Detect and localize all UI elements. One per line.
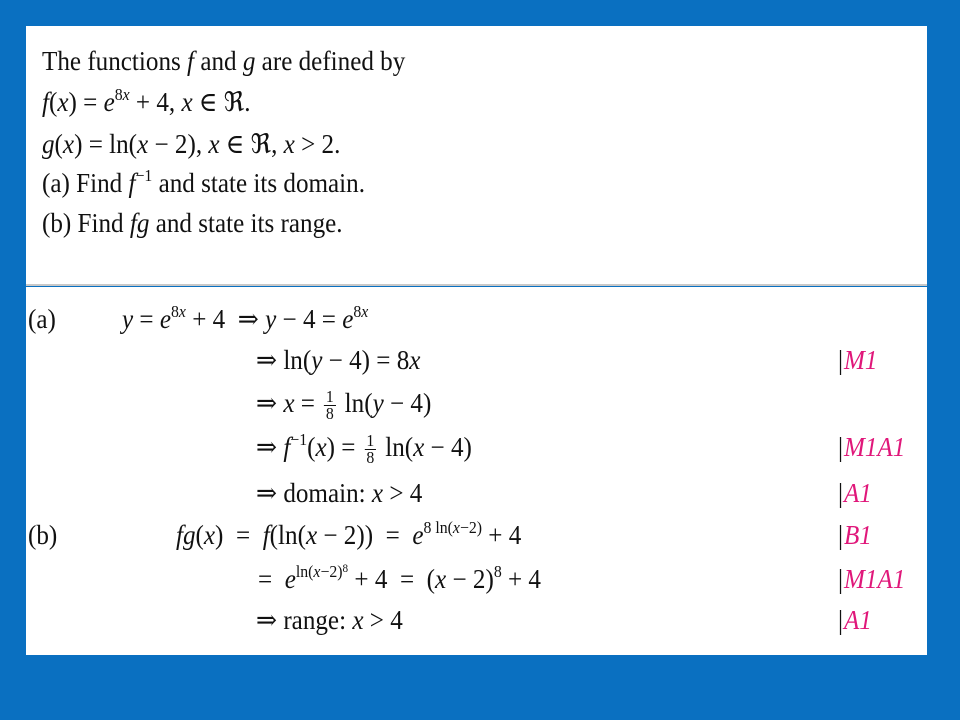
question-intro: The functions f and g are defined by [42,46,406,76]
mark-m1a1-b: |M1A1 [838,564,906,594]
divider [26,284,927,286]
answer-b-line-2: = $e^{ln(x-2)^8} + 4 = (x - 2)^8 + 4$ [258,561,541,594]
answer-a-label: (a) [28,304,56,334]
mark-a1-b: |A1 [838,605,872,635]
answer-b-label: (b) [28,520,58,550]
mark-m1: |M1 [838,345,878,375]
mark-a1: |A1 [838,478,872,508]
question-part-a: (a) Find $f^{-1}$ and state its domain. [42,166,366,198]
answer-b-line-3: ⇒ range: x > 4 [256,605,403,635]
answer-a-line-5: ⇒ domain: x > 4 [256,478,423,508]
question-g-definition: g(x) = ln(x − 2), x ∈ ℜ, x > 2. [42,129,341,159]
question-f-definition: $f(x) = e^{8x} + 4$, x ∈ ℜ. [42,85,251,117]
answer-panel [26,287,927,655]
answer-b-line-1: $fg(x) = f(\ln(x - 2)) = e^{8 ln(x-2)} + 4$ [176,518,522,550]
mark-b1: |B1 [838,520,872,550]
mark-m1a1: |M1A1 [838,432,906,462]
question-panel [26,26,927,284]
answer-a-line-2: ⇒ ln(y − 4) = 8x [256,345,421,375]
answer-a-line-3: ⇒ x = $\frac{1}{8}$ ln(y − 4) [256,387,432,424]
answer-a-line-1: $y = e^{8x} + 4$ ⇒ $y - 4 = e^{8x}$ [122,302,369,334]
question-part-b: (b) Find fg and state its range. [42,208,343,238]
answer-a-line-4: ⇒ $f^{-1}(x)$ = $\frac{1}{8}$ ln(x − 4) [256,430,472,468]
